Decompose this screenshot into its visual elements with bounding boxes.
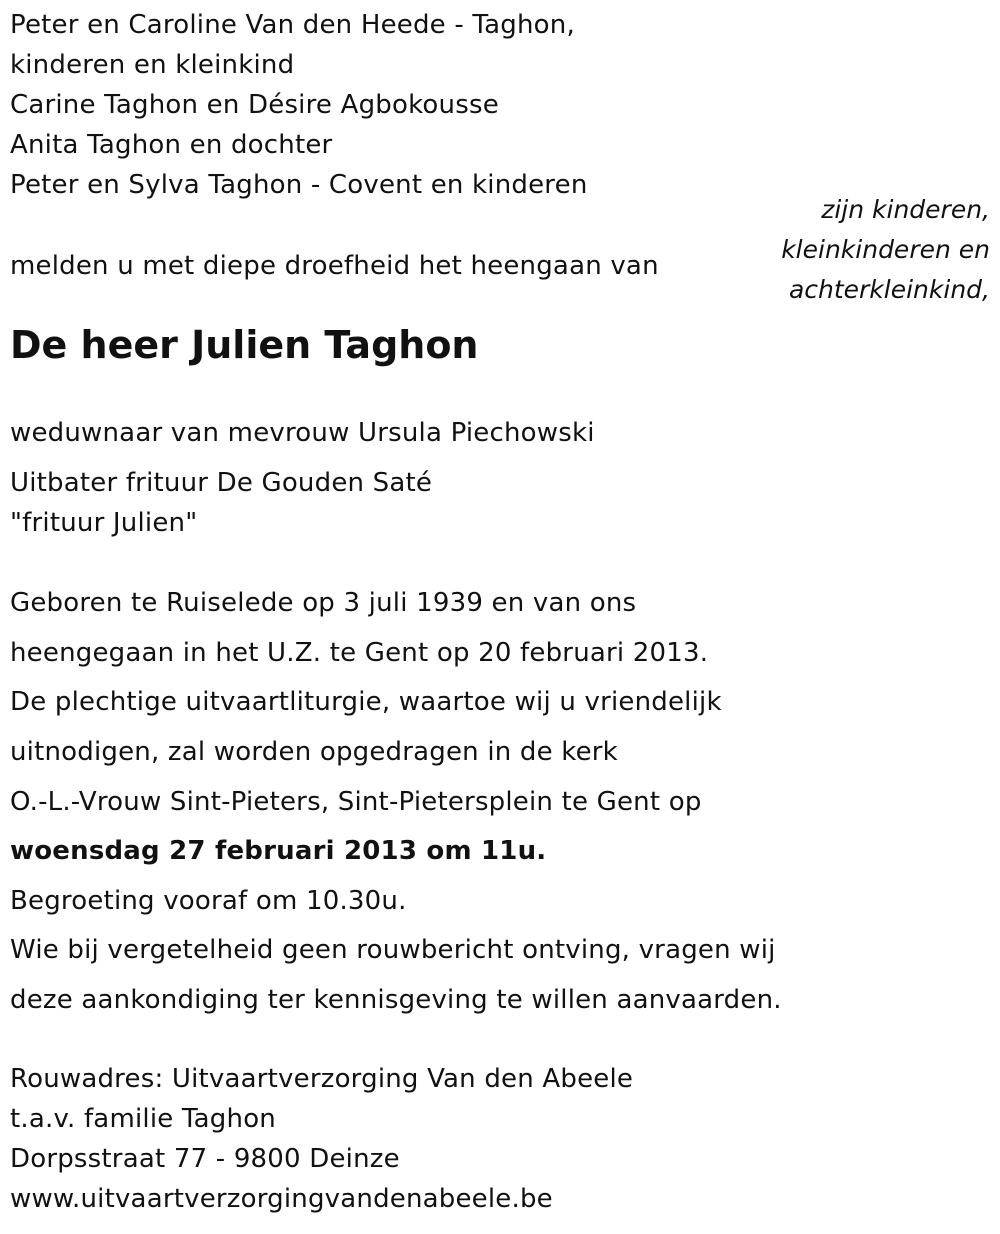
family-line-5: Peter en Sylva Taghon - Covent en kinderen bbox=[10, 170, 588, 200]
family-line-1: Peter en Caroline Van den Heede - Taghon, bbox=[10, 10, 575, 40]
body-line-5: O.-L.-Vrouw Sint-Pieters, Sint-Pietersplein te Gent op bbox=[10, 787, 702, 817]
side-note-line-2: kleinkinderen en bbox=[781, 235, 990, 264]
detail-line-1: weduwnaar van mevrouw Ursula Piechowski bbox=[10, 418, 595, 448]
address-line-3: Dorpsstraat 77 - 9800 Deinze bbox=[10, 1144, 400, 1174]
body-line-2: heengegaan in het U.Z. te Gent op 20 februari 2013. bbox=[10, 638, 709, 668]
address-line-1: Rouwadres: Uitvaartverzorging Van den Abeele bbox=[10, 1064, 634, 1094]
funeral-date-line: woensdag 27 februari 2013 om 11u. bbox=[10, 836, 547, 866]
side-note-line-1: zijn kinderen, bbox=[821, 195, 990, 224]
announcement-text: melden u met diepe droefheid het heengaan van bbox=[10, 251, 659, 281]
address-line-2: t.a.v. familie Taghon bbox=[10, 1104, 276, 1134]
body-line-8: Wie bij vergetelheid geen rouwbericht ontving, vragen wij bbox=[10, 935, 776, 965]
body-line-3: De plechtige uitvaartliturgie, waartoe wij u vriendelijk bbox=[10, 687, 722, 717]
detail-line-3: "frituur Julien" bbox=[10, 508, 198, 538]
body-line-4: uitnodigen, zal worden opgedragen in de kerk bbox=[10, 737, 618, 767]
family-line-3: Carine Taghon en Désire Agbokousse bbox=[10, 90, 499, 120]
deceased-name: De heer Julien Taghon bbox=[10, 323, 479, 367]
side-note-line-3: achterkleinkind, bbox=[788, 275, 990, 304]
body-line-7: Begroeting vooraf om 10.30u. bbox=[10, 886, 407, 916]
family-line-2: kinderen en kleinkind bbox=[10, 50, 295, 80]
website-line: www.uitvaartverzorgingvandenabeele.be bbox=[10, 1184, 553, 1214]
body-line-1: Geboren te Ruiselede op 3 juli 1939 en van ons bbox=[10, 588, 637, 618]
family-line-4: Anita Taghon en dochter bbox=[10, 130, 333, 160]
detail-line-2: Uitbater frituur De Gouden Saté bbox=[10, 468, 433, 498]
body-line-9: deze aankondiging ter kennisgeving te willen aanvaarden. bbox=[10, 985, 782, 1015]
